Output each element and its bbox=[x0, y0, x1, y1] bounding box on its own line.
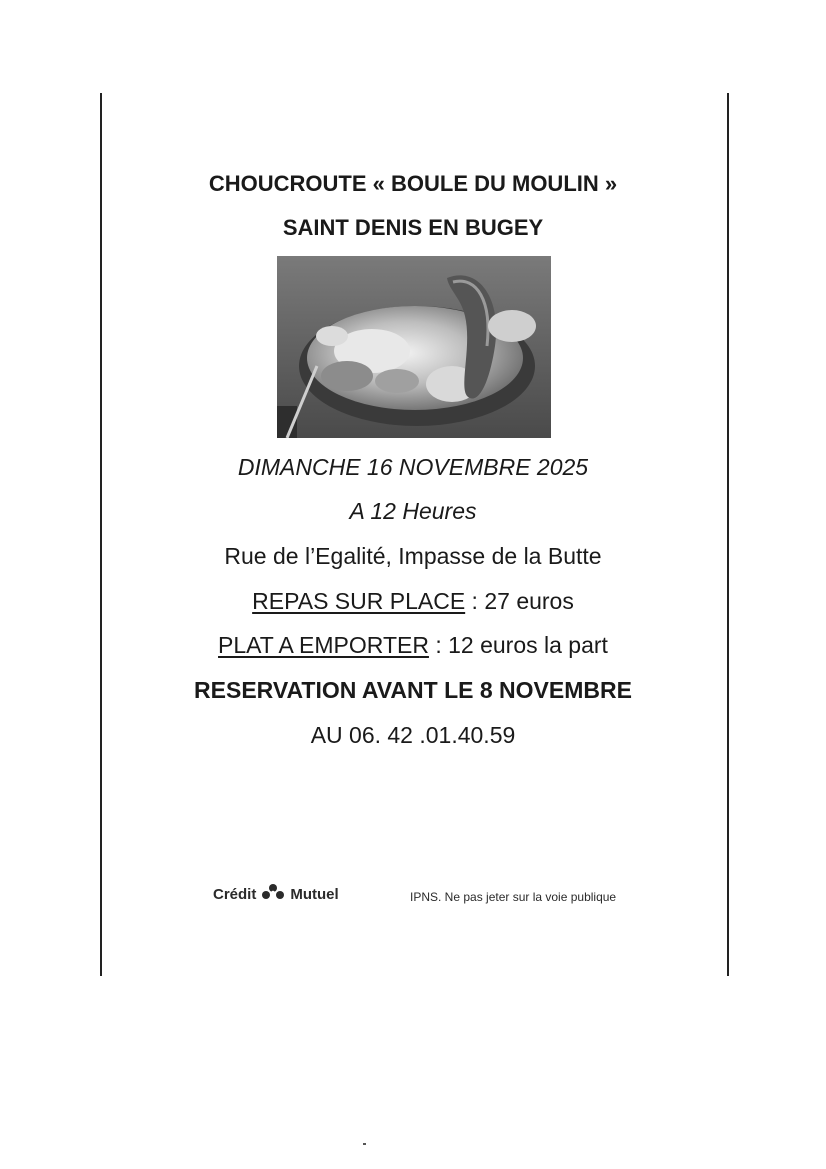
event-time: A 12 Heures bbox=[349, 498, 477, 524]
event-date: DIMANCHE 16 NOVEMBRE 2025 bbox=[237, 454, 589, 480]
event-address: Rue de l’Egalité, Impasse de la Butte bbox=[224, 543, 602, 569]
credit-mutuel-mark-icon bbox=[260, 883, 286, 905]
price-onsite-label: REPAS SUR PLACE bbox=[252, 588, 466, 614]
price-takeaway-label: PLAT A EMPORTER bbox=[218, 632, 429, 658]
reservation-phone: AU 06. 42 .01.40.59 bbox=[310, 722, 516, 748]
event-title: CHOUCROUTE « BOULE DU MOULIN » bbox=[208, 171, 618, 196]
logo-word-mutuel: Mutuel bbox=[290, 885, 339, 903]
ipns-notice: IPNS. Ne pas jeter sur la voie publique bbox=[410, 890, 617, 904]
price-takeaway bbox=[0, 632, 826, 659]
reservation-deadline: RESERVATION AVANT LE 8 NOVEMBRE bbox=[194, 677, 632, 703]
choucroute-photo bbox=[277, 256, 551, 438]
price-takeaway-value: : 12 euros la part bbox=[428, 632, 608, 658]
credit-mutuel-logo bbox=[213, 883, 339, 905]
scan-speck bbox=[363, 1143, 366, 1145]
price-onsite bbox=[0, 588, 826, 615]
event-location: SAINT DENIS EN BUGEY bbox=[282, 215, 544, 240]
price-onsite-value: : 27 euros bbox=[465, 588, 574, 614]
logo-word-credit: Crédit bbox=[213, 885, 257, 903]
